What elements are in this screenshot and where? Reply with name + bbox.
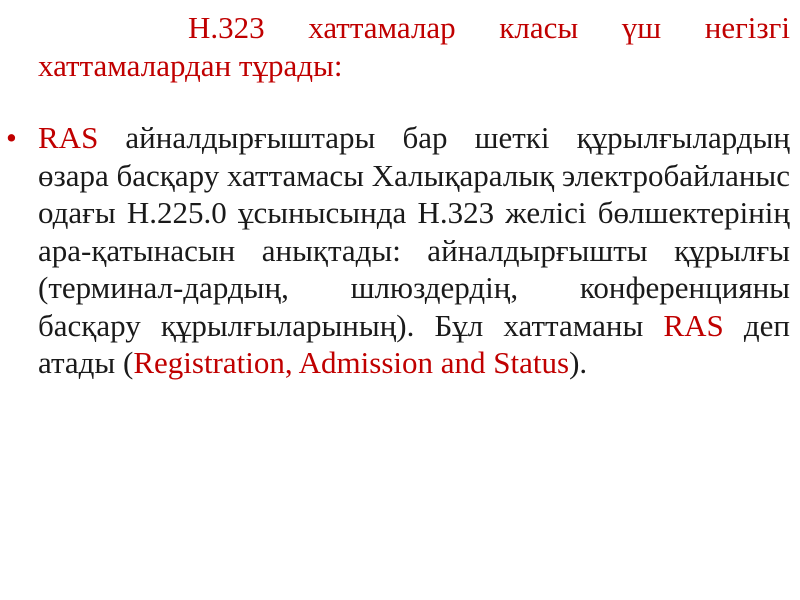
ras-expansion: Registration, Admission and Status (133, 345, 570, 380)
ras-acronym: RAS (38, 120, 99, 155)
bullet-paragraph (38, 119, 790, 382)
closing-punctuation: ). (569, 345, 588, 380)
intro-lead-text: Н.323 хаттамалар класы үш негізгі хаттамалардан тұрады: (38, 10, 790, 83)
bullet-body-text: айналдырғыштары бар шеткі құрылғылардың өзара басқару хаттамасы Халықаралық электробайланыс одағы Н.225.0 ұсынысында Н.323 желісі бөлшектерінің ара-қатынасын анықтады: айналдырғышты құрылғы (терминал-дардың, шлюздердің, конференцияны басқару құрылғыларының). Бұл хаттаманы (38, 120, 791, 343)
bullet-body-text-2: деп атады ( (38, 307, 790, 380)
intro-paragraph (38, 9, 790, 84)
bullet-marker: • (6, 120, 17, 155)
ras-acronym-second: RAS (663, 307, 724, 343)
